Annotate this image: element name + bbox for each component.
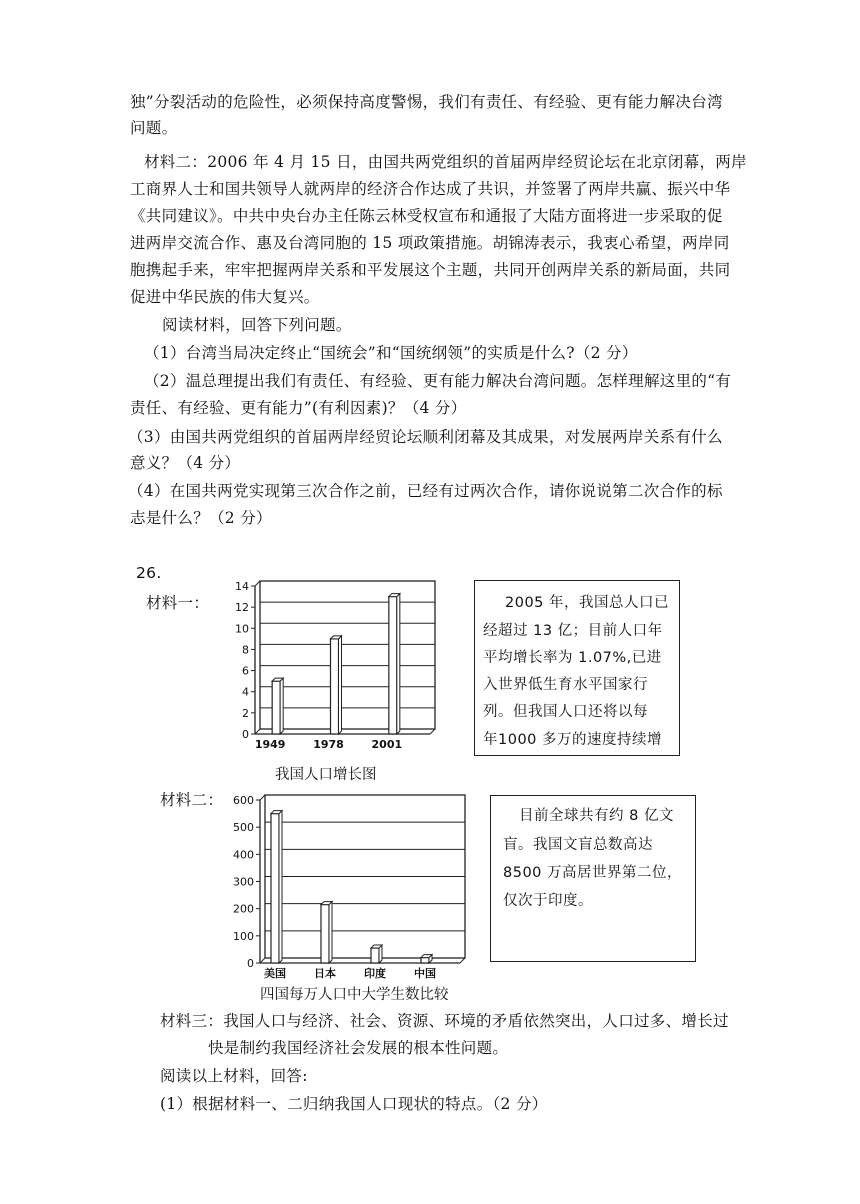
text-line: 胞携起手来，牢牢把握两岸关系和平发展这个主题，共同开创两岸关系的新局面，共同 [130, 261, 731, 279]
y-tick-label: 2 [242, 706, 249, 720]
y-tick-label: 0 [247, 957, 254, 970]
y-tick-label: 400 [233, 848, 254, 862]
bar [371, 948, 379, 963]
material-2-textbox [490, 795, 696, 962]
textbox-line: 平均增长率为 1.07%,已进 [483, 650, 662, 666]
textbox-line: 入世界低生育水平国家行 [483, 677, 648, 693]
y-tick-label: 10 [235, 622, 249, 636]
y-tick-label: 8 [242, 643, 249, 657]
bar [389, 597, 397, 734]
material-3-text: 材料三：我国人口与经济、社会、资源、环境的矛盾依然突出，人口过多、增长过 [160, 1012, 729, 1030]
y-tick-label: 0 [242, 728, 249, 741]
text-line: 工商界人士和国共领导人就两岸的经济合作达成了共识，并签署了两岸共赢、振兴中华 [130, 180, 731, 198]
axis-corner [260, 958, 265, 963]
material-3-text-cont: 快是制约我国经济社会发展的根本性问题。 [208, 1039, 509, 1057]
bar-side [339, 636, 342, 734]
text-line: 促进中华民族的伟大复兴。 [130, 288, 320, 306]
read-instruction: 阅读以上材料，回答: [160, 1067, 308, 1085]
y-tick-label: 600 [233, 794, 254, 807]
material-1-label: 材料一： [146, 594, 210, 612]
bar [272, 681, 280, 734]
plot-frame [260, 581, 435, 729]
axis-corner [460, 958, 465, 963]
university-students-chart [210, 788, 490, 978]
y-tick-label: 100 [233, 929, 254, 943]
textbox-line: 目前全球共有约 8 亿文 [519, 808, 674, 824]
chart-2-title: 四国每万人口中大学生数比较 [260, 987, 449, 1003]
bar [321, 905, 329, 963]
axis-corner [260, 795, 265, 800]
question-2-cont: 责任、有经验、更有能力”(有利因素)？（4 分） [130, 399, 467, 417]
question-2: （2）温总理提出我们有责任、有经验、更有能力解决台湾问题。怎样理解这里的“有 [144, 372, 732, 390]
text-line: 《共同建议》。中共中央台办主任陈云林受权宣布和通报了大陆方面将进一步采取的促 [130, 207, 723, 225]
axis-corner [255, 581, 260, 586]
sub-question-1: (1）根据材料一、二归纳我国人口现状的特点。（2 分） [160, 1095, 548, 1113]
y-tick-label: 4 [242, 685, 249, 699]
question-4-cont: 志是什么？（2 分） [130, 509, 272, 527]
textbox-line: 列。但我国人口还将以每 [483, 704, 648, 720]
question-3-cont: 意义？（4 分） [130, 454, 241, 472]
textbox-line: 盲。我国文盲总数高达 [503, 837, 653, 853]
y-tick-label: 6 [242, 664, 249, 678]
material-1-textbox [474, 580, 680, 756]
textbox-line: 年1000 多万的速度持续增 [483, 732, 663, 748]
bar [271, 814, 279, 963]
x-tick-label: 2001 [371, 738, 403, 751]
textbox-line: 仅次于印度。 [503, 893, 593, 909]
y-tick-label: 200 [233, 902, 254, 916]
chart-1-title: 我国人口增长图 [275, 767, 377, 783]
material-2-label: 材料二： [160, 791, 224, 809]
question-number: 26. [136, 564, 162, 582]
y-tick-label: 500 [233, 821, 254, 835]
text-line: 材料二：2006 年 4 月 15 日，由国共两党组织的首届两岸经贸论坛在北京闭幕，两岸 [144, 153, 747, 171]
text-line: 独”分裂活动的危险性，必须保持高度警惕，我们有责任、有经验、更有能力解决台湾 [130, 93, 723, 111]
axis-corner [430, 729, 435, 734]
question-1: （1）台湾当局决定终止“国统会”和“国统纲领”的实质是什么?（2 分） [144, 344, 638, 362]
x-tick-label: 1978 [313, 738, 344, 751]
bar-side [279, 811, 282, 963]
bar [331, 639, 339, 734]
y-tick-label: 300 [233, 875, 254, 889]
x-tick-label: 美国 [264, 967, 286, 980]
bar-side [280, 678, 283, 734]
x-tick-label: 1949 [254, 738, 286, 751]
x-tick-label: 印度 [364, 967, 386, 980]
x-tick-label: 日本 [314, 967, 336, 980]
axis-corner [255, 729, 260, 734]
instruction: 阅读材料，回答下列问题。 [162, 316, 352, 334]
textbox-line: 经超过 13 亿；目前人口年 [483, 623, 663, 639]
question-3: （3）由国共两党组织的首届两岸经贸论坛顺利闭幕及其成果，对发展两岸关系有什么 [128, 428, 723, 446]
bar-side [329, 902, 332, 963]
population-growth-chart [200, 578, 440, 751]
x-tick-label: 中国 [414, 967, 436, 980]
textbox-line: 2005 年，我国总人口已 [505, 595, 670, 611]
text-line: 问题。 [130, 119, 178, 137]
textbox-line: 8500 万高居世界第二位， [503, 865, 683, 881]
y-tick-label: 12 [235, 601, 249, 615]
y-tick-label: 14 [235, 580, 249, 593]
bar [421, 958, 429, 963]
question-4: （4）在国共两党实现第三次合作之前，已经有过两次合作，请你说说第二次合作的标 [128, 482, 723, 500]
text-line: 进两岸交流合作、惠及台湾同胞的 15 项政策措施。胡锦涛表示，我衷心希望，两岸同 [130, 234, 730, 252]
bar-side [397, 594, 400, 734]
